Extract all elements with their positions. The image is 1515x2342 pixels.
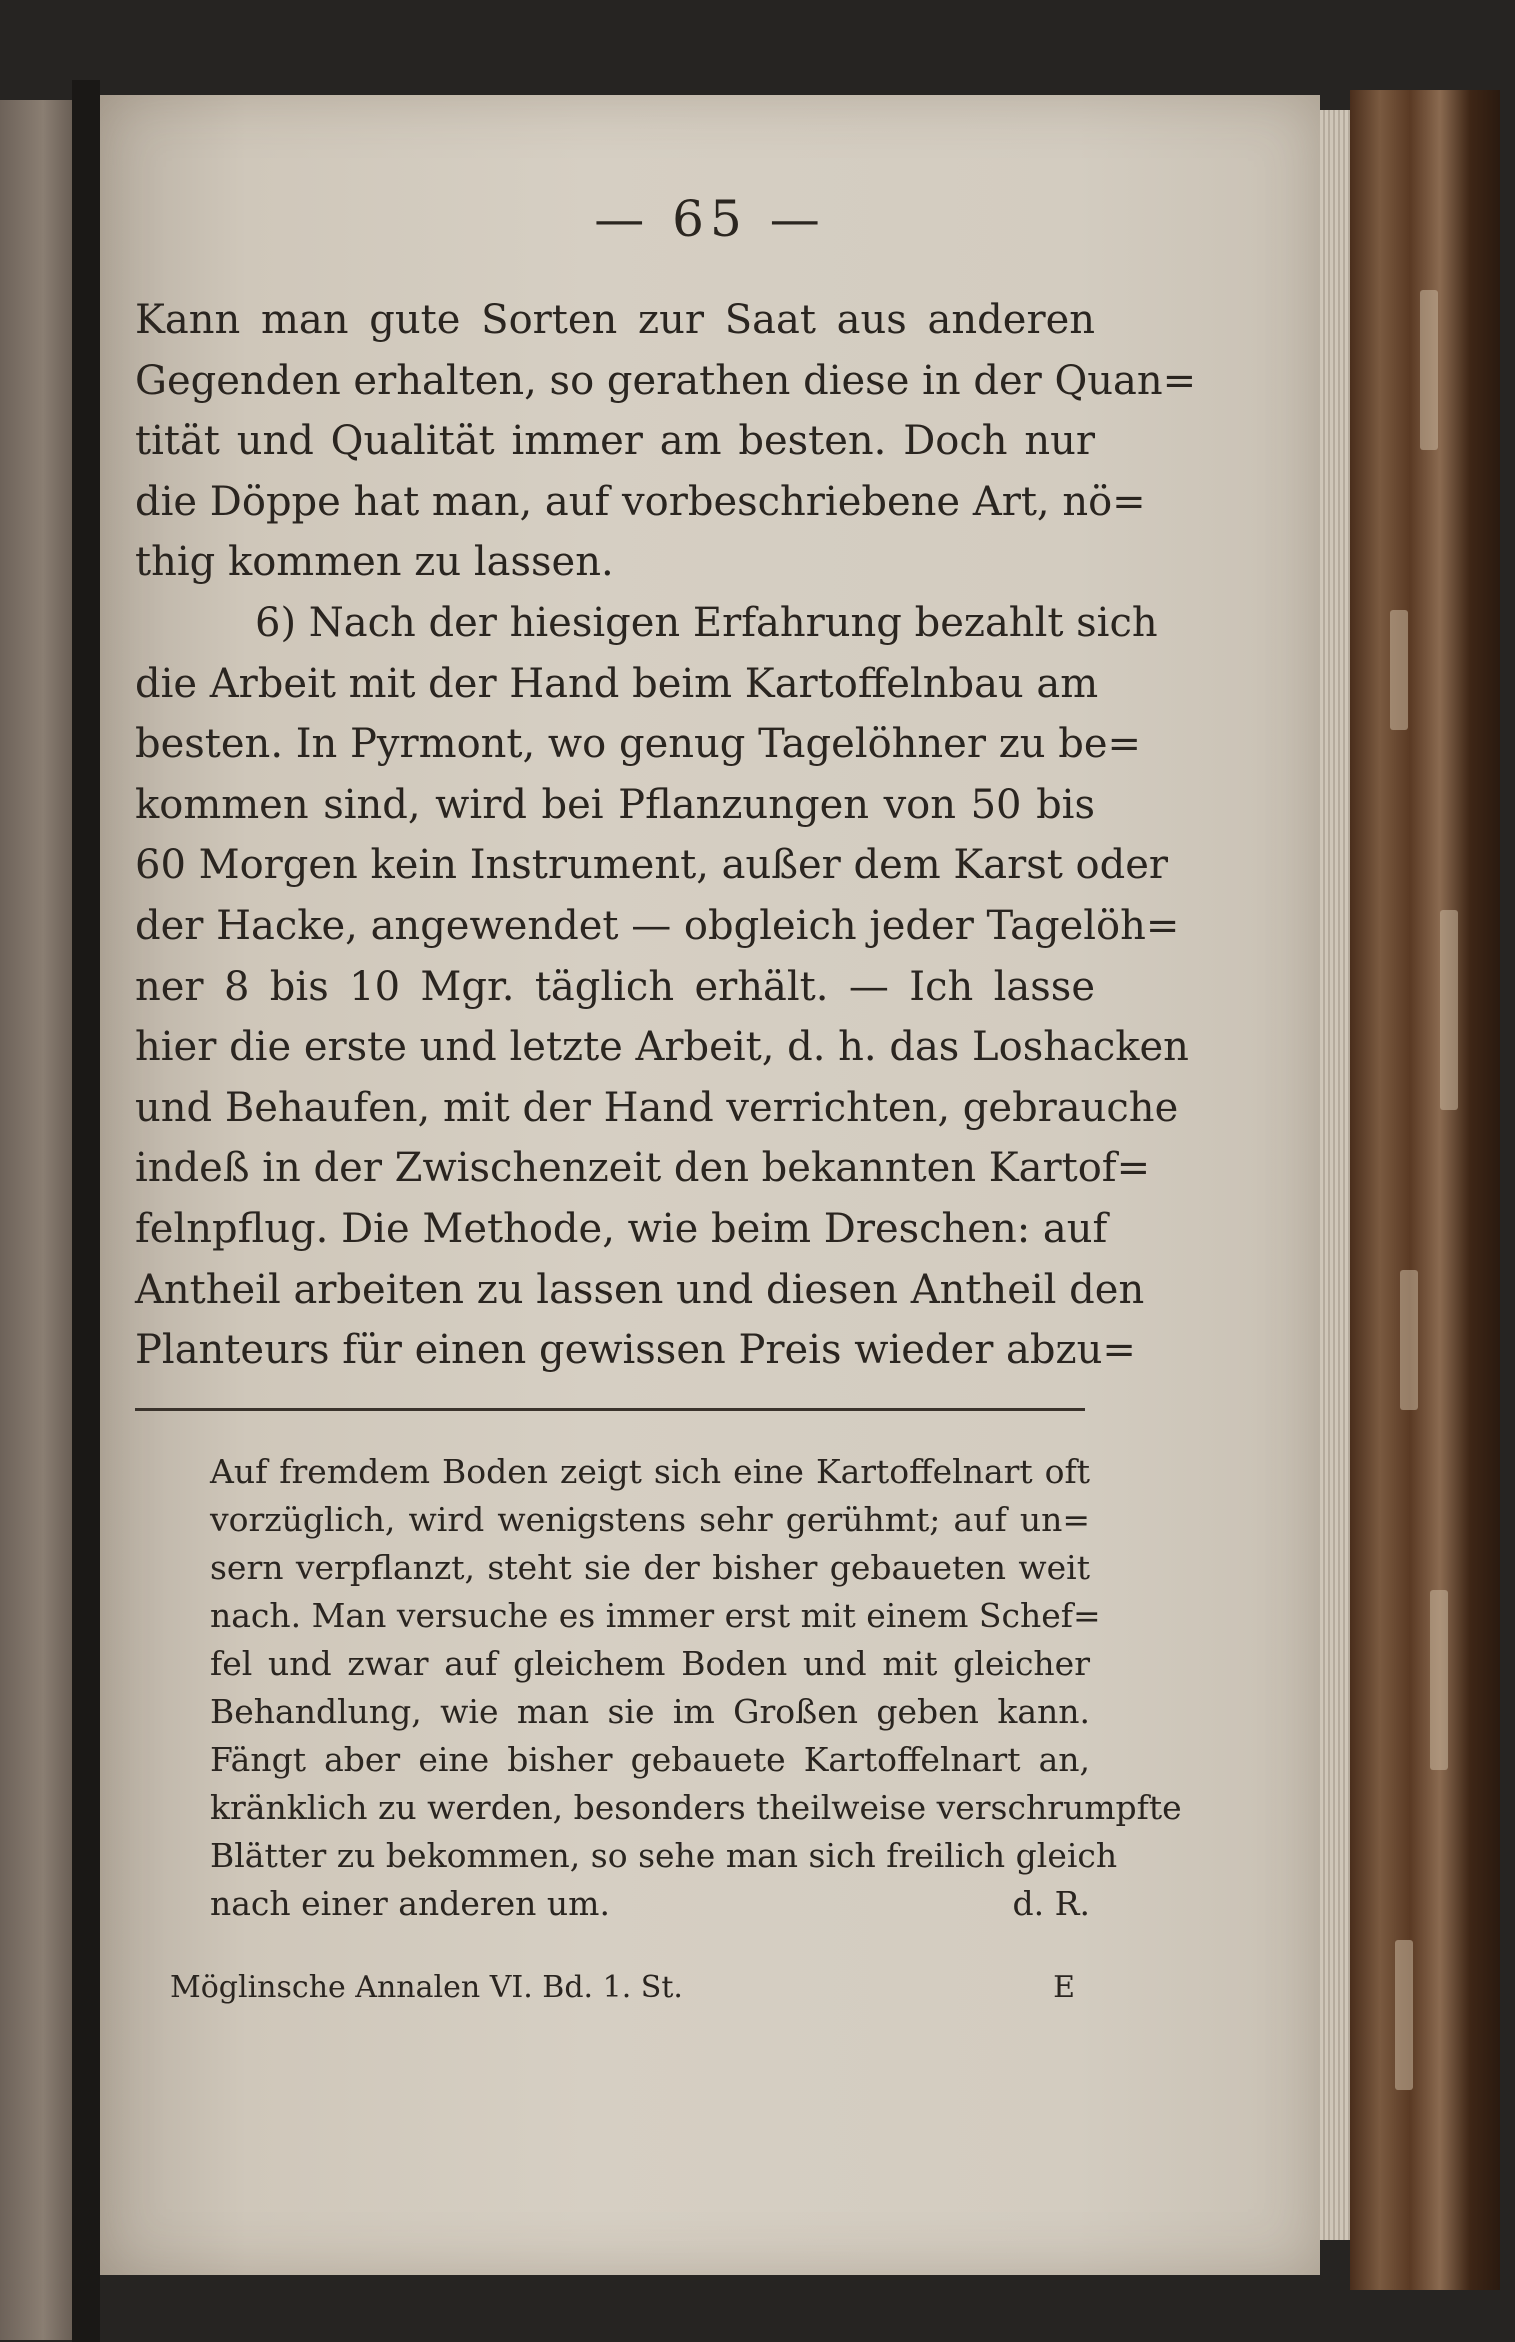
signature-text: Möglinsche Annalen VI. Bd. 1. St. (170, 1970, 683, 2005)
page-number: — 65 — (594, 190, 826, 248)
text-line: der Hacke, angewendet — obgleich jeder Tagelöh= (135, 902, 1180, 949)
gutter (72, 80, 100, 2342)
footnote-line: Fängt aber eine bisher gebauete Kartoffelnart an, (210, 1740, 1090, 1779)
text-line: Antheil arbeiten zu lassen und diesen Antheil den (135, 1266, 1145, 1313)
footnote-sign: d. R. (1012, 1884, 1090, 1923)
text-line: ner 8 bis 10 Mgr. täglich erhält. — Ich lasse (135, 963, 1095, 1010)
footnote-line: sern verpflanzt, steht sie der bisher gebaueten weit (210, 1548, 1090, 1587)
text-line: tität und Qualität immer am besten. Doch nur (135, 418, 1095, 465)
signature-mark: E (1053, 1970, 1075, 2005)
text-line: Kann man gute Sorten zur Saat aus anderen (135, 297, 1095, 343)
footnote (210, 1448, 1182, 1928)
footnote-line: Behandlung, wie man sie im Großen geben kann. (210, 1692, 1090, 1731)
text-line: felnpflug. Die Methode, wie beim Dreschen: auf (135, 1205, 1108, 1252)
text-line: Gegenden erhalten, so gerathen diese in der Quan= (135, 357, 1197, 404)
text-line: die Döppe hat man, auf vorbeschriebene Art, nö= (135, 478, 1146, 525)
text-line: 60 Morgen kein Instrument, außer dem Karst oder (135, 842, 1169, 889)
footnote-line: nach. Man versuche es immer erst mit einem Schef= (210, 1596, 1101, 1635)
facing-page (0, 100, 72, 2340)
main-text (135, 290, 1197, 1381)
footnote-line: vorzüglich, wird wenigstens sehr gerühmt; auf un= (210, 1500, 1090, 1539)
footnote-line: Blätter zu bekommen, so sehe man sich freilich gleich (210, 1836, 1118, 1875)
book-spine (1350, 90, 1500, 2290)
text-line: und Behaufen, mit der Hand verrichten, gebrauche (135, 1084, 1179, 1131)
text-line: indeß in der Zwischenzeit den bekannten Kartof= (135, 1145, 1151, 1192)
text-line: besten. In Pyrmont, wo genug Tagelöhner zu be= (135, 721, 1142, 768)
footnote-line (210, 1880, 1090, 1928)
text-line: hier die erste und letzte Arbeit, d. h. das Loshacken (135, 1024, 1189, 1071)
footnote-line: kränklich zu werden, besonders theilweise verschrumpfte (210, 1788, 1182, 1827)
footnote-line: fel und zwar auf gleichem Boden und mit gleicher (210, 1644, 1090, 1683)
printer-signature (170, 1970, 1090, 2005)
text-line: thig kommen zu lassen. (135, 539, 614, 586)
text-line: Planteurs für einen gewissen Preis wieder abzu= (135, 1327, 1136, 1374)
footnote-line: Auf fremdem Boden zeigt sich eine Kartoffelnart oft (210, 1452, 1090, 1491)
footnote-divider (135, 1408, 1085, 1411)
text-line: die Arbeit mit der Hand beim Kartoffelnbau am (135, 660, 1099, 707)
text-line: kommen sind, wird bei Pflanzungen von 50 bis (135, 781, 1095, 828)
text-line: 6) Nach der hiesigen Erfahrung bezahlt sich (255, 599, 1158, 646)
footnote-last-text: nach einer anderen um. (210, 1884, 610, 1923)
